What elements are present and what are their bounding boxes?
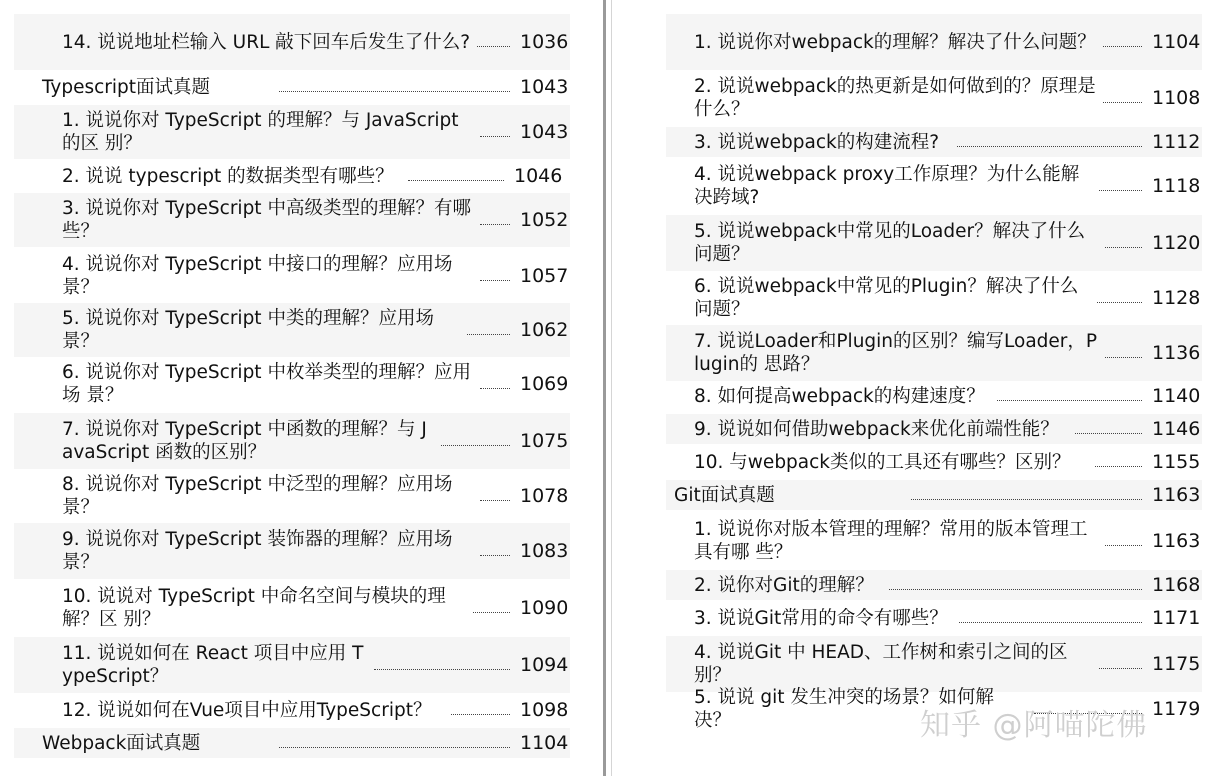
toc-entry-title: 4. 说说你对 TypeScript 中接口的理解？应用场景？: [62, 254, 453, 298]
dot-leader: [1103, 102, 1142, 103]
toc-entry[interactable]: [666, 325, 1202, 381]
toc-entry[interactable]: [14, 581, 570, 635]
toc-entry[interactable]: [14, 637, 570, 693]
page-number: 1136: [1152, 341, 1201, 364]
page-number: 1036: [520, 30, 569, 53]
left-toc-page: [0, 0, 578, 776]
page-number: 1069: [520, 372, 569, 395]
dot-leader: [441, 445, 510, 446]
page-number: 1179: [1152, 697, 1201, 720]
toc-entry[interactable]: [666, 71, 1202, 125]
dot-leader: [997, 400, 1142, 401]
dot-leader: [480, 136, 510, 137]
toc-entry[interactable]: [666, 14, 1202, 70]
toc-entry[interactable]: [666, 570, 1202, 600]
dot-leader: [477, 46, 510, 47]
dot-leader: [480, 555, 510, 556]
dot-leader: [480, 280, 510, 281]
toc-section-title: Webpack面试真题: [42, 732, 201, 754]
dot-leader: [959, 622, 1142, 623]
dot-leader: [480, 224, 510, 225]
dot-leader: [1105, 357, 1142, 358]
dot-leader: [889, 589, 1142, 590]
page-number: 1112: [1152, 130, 1201, 153]
page-number: 1043: [520, 120, 569, 143]
toc-entry[interactable]: [14, 728, 570, 758]
page-number: 1163: [1152, 529, 1201, 552]
toc-entry[interactable]: [14, 695, 570, 725]
toc-entry-title: 4. 说说webpack proxy工作原理？为什么能解决跨域?: [694, 164, 1080, 208]
page-number: 1043: [520, 75, 569, 98]
toc-entry[interactable]: [666, 603, 1202, 633]
toc-entry-title: 10. 说说对 TypeScript 中命名空间与模块的理解？区 别？: [62, 586, 446, 630]
toc-entry-title: 1. 说说你对 TypeScript 的理解？与 JavaScript 的区 别？: [62, 110, 459, 154]
page-number: 1171: [1152, 606, 1201, 629]
toc-entry-title: 2. 说说 typescript 的数据类型有哪些？: [62, 165, 394, 187]
page-number: 1118: [1152, 174, 1201, 197]
toc-entry[interactable]: [14, 303, 570, 357]
dot-leader: [911, 499, 1142, 500]
watermark: 知乎 @阿喵陀佛: [920, 708, 1148, 743]
page-number: 1163: [1152, 483, 1201, 506]
toc-entry[interactable]: [14, 413, 570, 469]
page-number: 1078: [520, 484, 569, 507]
dot-leader: [1097, 302, 1142, 303]
dot-leader: [1095, 466, 1142, 467]
dot-leader: [473, 612, 510, 613]
toc-entry-title: 5. 说说 git 发生冲突的场景？如何解决？: [694, 687, 994, 731]
toc-entry-title: 5. 说说webpack中常见的Loader？解决了什么问题？: [694, 221, 1086, 265]
toc-entry[interactable]: [14, 193, 570, 247]
toc-entry-title: 3. 说说Git常用的命令有哪些？: [694, 607, 948, 629]
toc-entry-title: 2. 说说webpack的热更新是如何做到的？原理是什么？: [694, 76, 1096, 120]
dot-leader: [374, 669, 510, 670]
page-number: 1168: [1152, 573, 1201, 596]
toc-entry-title: 7. 说说Loader和Plugin的区别？编写Loader，Plugin的 思路？: [694, 331, 1098, 375]
toc-entry-title: 8. 说说你对 TypeScript 中泛型的理解？应用场景？: [62, 474, 453, 518]
dot-leader: [451, 714, 510, 715]
toc-entry[interactable]: [14, 105, 570, 159]
toc-entry[interactable]: [666, 159, 1202, 213]
toc-entry-title: 12. 说说如何在Vue项目中应用TypeScript？: [62, 699, 432, 721]
page-number: 1104: [1152, 30, 1201, 53]
toc-entry[interactable]: [14, 161, 570, 191]
page-number: 1104: [520, 731, 569, 754]
toc-entry[interactable]: [666, 414, 1202, 444]
toc-entry-title: 7. 说说你对 TypeScript 中函数的理解？与 JavaScript 函数的区别？: [62, 419, 427, 463]
page-number: 1128: [1152, 286, 1201, 309]
page-divider: [603, 0, 606, 776]
toc-entry[interactable]: [14, 523, 570, 579]
dot-leader: [279, 747, 510, 748]
toc-entry-title: 1. 说说你对版本管理的理解？常用的版本管理工具有哪 些？: [694, 519, 1088, 563]
toc-entry-title: 11. 说说如何在 React 项目中应用 TypeScript？: [62, 643, 364, 687]
toc-entry-title: 3. 说说webpack的构建流程?: [694, 131, 940, 153]
page-number: 1075: [520, 429, 569, 452]
dot-leader: [957, 146, 1142, 147]
toc-entry[interactable]: [14, 73, 570, 101]
toc-entry[interactable]: [666, 381, 1202, 411]
toc-entry-title: 6. 说说webpack中常见的Plugin？解决了什么问题？: [694, 276, 1079, 320]
dot-leader: [1105, 247, 1142, 248]
page-number: 1046: [514, 164, 563, 187]
page-number: 1155: [1152, 450, 1201, 473]
toc-entry[interactable]: [666, 636, 1202, 692]
page-number: 1098: [520, 698, 569, 721]
page-number: 1175: [1152, 652, 1201, 675]
toc-section-title: Git面试真题: [674, 484, 775, 506]
dot-leader: [1099, 668, 1142, 669]
toc-entry[interactable]: [666, 215, 1202, 271]
page-number: 1090: [520, 596, 569, 619]
dot-leader: [279, 91, 510, 92]
page-number: 1140: [1152, 384, 1201, 407]
right-toc-page: [652, 0, 1214, 776]
toc-entry[interactable]: [666, 127, 1202, 157]
toc-entry-title: 4. 说说Git 中 HEAD、工作树和索引之间的区别？: [694, 642, 1068, 686]
toc-entry[interactable]: [666, 480, 1202, 510]
dot-leader: [1103, 46, 1142, 47]
dot-leader: [467, 334, 510, 335]
page-number: 1108: [1152, 86, 1201, 109]
toc-entry-title: 5. 说说你对 TypeScript 中类的理解？应用场景？: [62, 308, 434, 352]
toc-entry[interactable]: [14, 249, 570, 303]
dot-leader: [1075, 433, 1142, 434]
toc-entry[interactable]: [666, 513, 1202, 569]
dot-leader: [1099, 190, 1142, 191]
toc-entry[interactable]: [14, 357, 570, 411]
toc-entry[interactable]: [14, 469, 570, 523]
toc-section-title: Typescript面试真题: [42, 76, 211, 98]
toc-entry[interactable]: [666, 271, 1202, 325]
page-number: 1120: [1152, 231, 1201, 254]
page-number: 1083: [520, 539, 569, 562]
page-divider-shadow: [611, 0, 612, 776]
dot-leader: [480, 500, 510, 501]
toc-entry-title: 3. 说说你对 TypeScript 中高级类型的理解？有哪些？: [62, 198, 471, 242]
toc-entry-title: 14. 说说地址栏输入 URL 敲下回车后发生了什么?: [62, 31, 471, 53]
toc-entry-title: 9. 说说如何借助webpack来优化前端性能？: [694, 418, 1059, 440]
toc-entry[interactable]: [666, 447, 1202, 477]
toc-entry[interactable]: [14, 14, 570, 70]
dot-leader: [1105, 545, 1142, 546]
dot-leader: [480, 388, 510, 389]
toc-entry-title: 2. 说你对Git的理解？: [694, 574, 874, 596]
page-number: 1052: [520, 208, 569, 231]
page-number: 1094: [520, 653, 569, 676]
toc-entry-title: 9. 说说你对 TypeScript 装饰器的理解？应用场景？: [62, 529, 453, 573]
toc-entry-title: 10. 与webpack类似的工具还有哪些？区别？: [694, 451, 1071, 473]
dot-leader: [408, 180, 504, 181]
page-number: 1062: [520, 318, 569, 341]
page-number: 1146: [1152, 417, 1201, 440]
toc-entry-title: 1. 说说你对webpack的理解？解决了什么问题？: [694, 31, 1096, 53]
page-number: 1057: [520, 264, 569, 287]
toc-entry-title: 8. 如何提高webpack的构建速度？: [694, 385, 985, 407]
toc-entry-title: 6. 说说你对 TypeScript 中枚举类型的理解？应用场 景？: [62, 362, 471, 406]
